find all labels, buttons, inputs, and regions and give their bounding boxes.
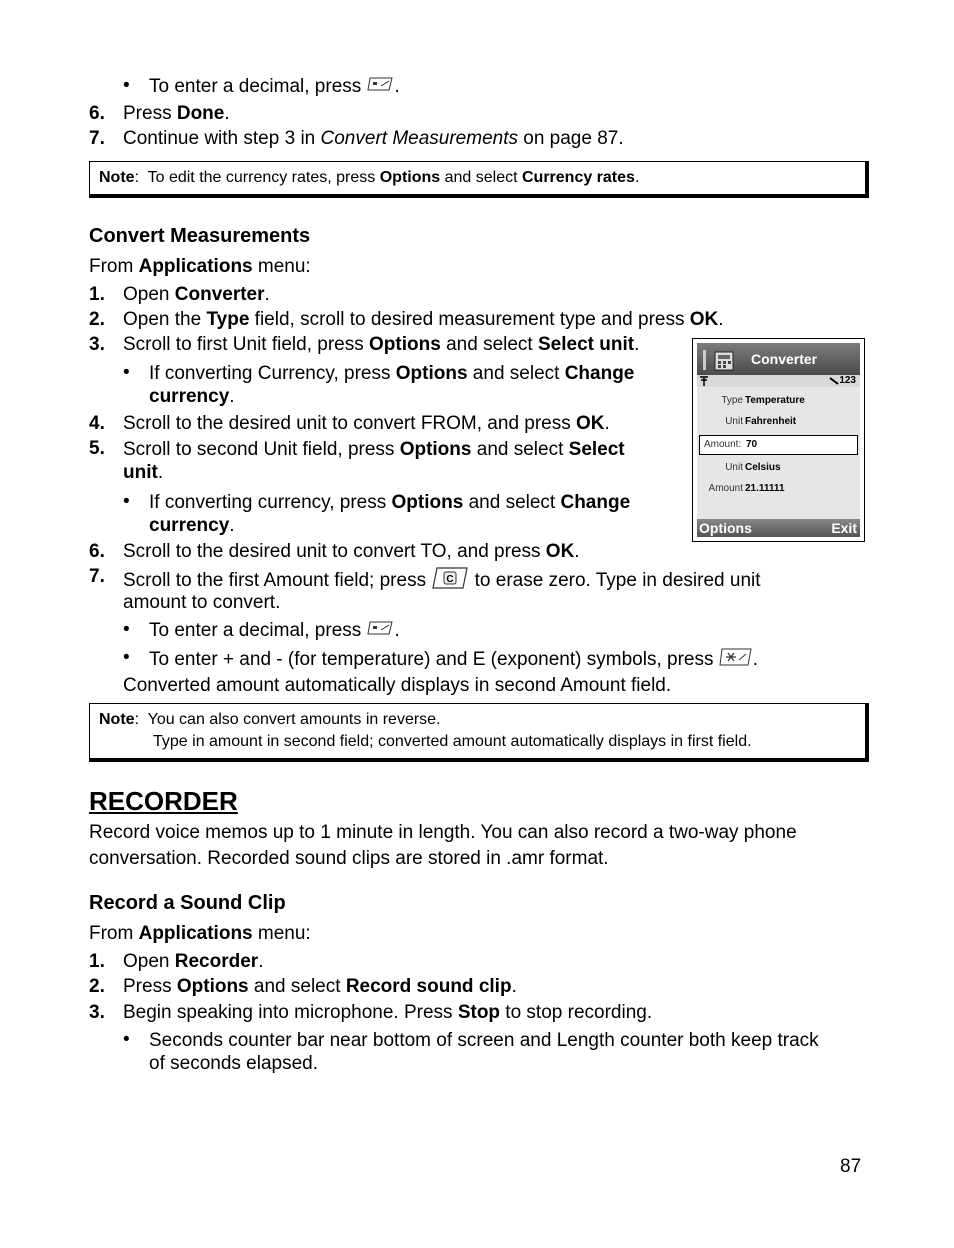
step-number: 2. [89, 976, 105, 997]
note-box-currency [89, 161, 869, 198]
rec-step-1-text: Open Recorder. [123, 951, 264, 972]
bullet-decimal-text: To enter a decimal, press . [149, 76, 400, 98]
bullet: • [123, 75, 130, 96]
phone-status-bar [697, 375, 860, 387]
step-number: 1. [89, 951, 105, 972]
pen-icon [829, 375, 839, 385]
softkey-bar [697, 519, 860, 537]
step-number: 5. [89, 438, 105, 459]
amount-from-field[interactable]: Amount: 70 [699, 435, 858, 455]
step-6-text: Press Done. [123, 103, 230, 124]
unit-to-row[interactable]: Unit Celsius [725, 462, 781, 473]
from-menu-line: From Applications menu: [89, 923, 311, 944]
step-3-bullet: If converting Currency, press Options and select Change currency. [149, 363, 635, 407]
bullet: • [123, 647, 130, 668]
record-clip-heading: Record a Sound Clip [89, 892, 286, 914]
note-box-reverse [89, 703, 869, 762]
decimal-key-icon [367, 75, 395, 99]
step-7-bullet-decimal: To enter a decimal, press . [149, 620, 400, 642]
step-number: 7. [89, 128, 105, 149]
note-text-line1: Note: You can also convert amounts in reverse. [99, 711, 441, 728]
input-mode-indicator: 123 [829, 375, 856, 386]
phone-title: Converter [751, 351, 818, 367]
step-5-bullet: If converting currency, press Options and select Change currency. [149, 492, 631, 536]
note-text: Note: To edit the currency rates, press Options and select Currency rates. [99, 169, 640, 186]
step-3-text: Scroll to first Unit field, press Options and select Select unit. [123, 334, 640, 355]
step-number: 6. [89, 541, 105, 562]
star-key-icon [719, 647, 753, 673]
step-1-text: Open Converter. [123, 284, 270, 305]
softkey-exit[interactable]: Exit [831, 520, 857, 536]
section-heading: Convert Measurements [89, 225, 311, 247]
converter-screenshot [692, 338, 865, 542]
svg-text:C: C [446, 574, 454, 585]
step-7-text: Scroll to the first Amount field; press C to erase zero. Type in desired unit [123, 566, 761, 596]
step-2-text: Open the Type field, scroll to desired measurement type and press OK. [123, 309, 724, 330]
step-number: 3. [89, 334, 105, 355]
recorder-heading: RECORDER [89, 786, 238, 816]
bullet: • [123, 619, 130, 640]
step-7-bullet-symbols: To enter + and - (for temperature) and E (exponent) symbols, press . [149, 647, 758, 673]
converted-amount-note: Converted amount automatically displays in second Amount field. [123, 675, 672, 696]
softkey-options[interactable]: Options [699, 520, 752, 536]
unit-from-row[interactable]: Unit Fahrenheit [725, 416, 797, 427]
bullet: • [123, 362, 130, 383]
step-number: 6. [89, 103, 105, 124]
recorder-intro-line1: Record voice memos up to 1 minute in length. You can also record a two-way phone [89, 822, 797, 843]
step-5-text: Scroll to second Unit field, press Options and select Select unit. [123, 439, 625, 483]
from-menu-line: From Applications menu: [89, 256, 311, 277]
note-text-line2: Type in amount in second field; converted amount automatically displays in first field. [153, 733, 752, 750]
decimal-key-icon [367, 619, 395, 643]
step-number: 3. [89, 1002, 105, 1023]
signal-icon [699, 375, 709, 390]
rec-step-3-text: Begin speaking into microphone. Press Stop to stop recording. [123, 1002, 653, 1023]
rec-step-2-text: Press Options and select Record sound clip. [123, 976, 517, 997]
step-7-text-line2: amount to convert. [123, 592, 281, 613]
step-6-text: Scroll to the desired unit to convert TO, and press OK. [123, 541, 580, 562]
rec-step-3-bullet: Seconds counter bar near bottom of screen and Length counter both keep track of seconds elapsed. [149, 1030, 819, 1074]
phone-screen [697, 343, 860, 537]
step-number: 1. [89, 284, 105, 305]
phone-title-bar [697, 343, 860, 375]
step-number: 4. [89, 413, 105, 434]
calculator-icon [701, 348, 741, 375]
bullet: • [123, 1029, 130, 1050]
step-7-text: Continue with step 3 in Convert Measurements on page 87. [123, 128, 624, 149]
bullet: • [123, 491, 130, 512]
step-number: 2. [89, 309, 105, 330]
amount-to-row[interactable]: Amount 21.11111 [708, 483, 785, 494]
type-row[interactable]: Type Temperature [721, 395, 805, 406]
step-number: 7. [89, 566, 105, 587]
recorder-intro-line2: conversation. Recorded sound clips are stored in .amr format. [89, 848, 609, 869]
clear-key-icon [431, 566, 469, 596]
step-4-text: Scroll to the desired unit to convert FROM, and press OK. [123, 413, 610, 434]
page-number: 87 [840, 1156, 862, 1177]
